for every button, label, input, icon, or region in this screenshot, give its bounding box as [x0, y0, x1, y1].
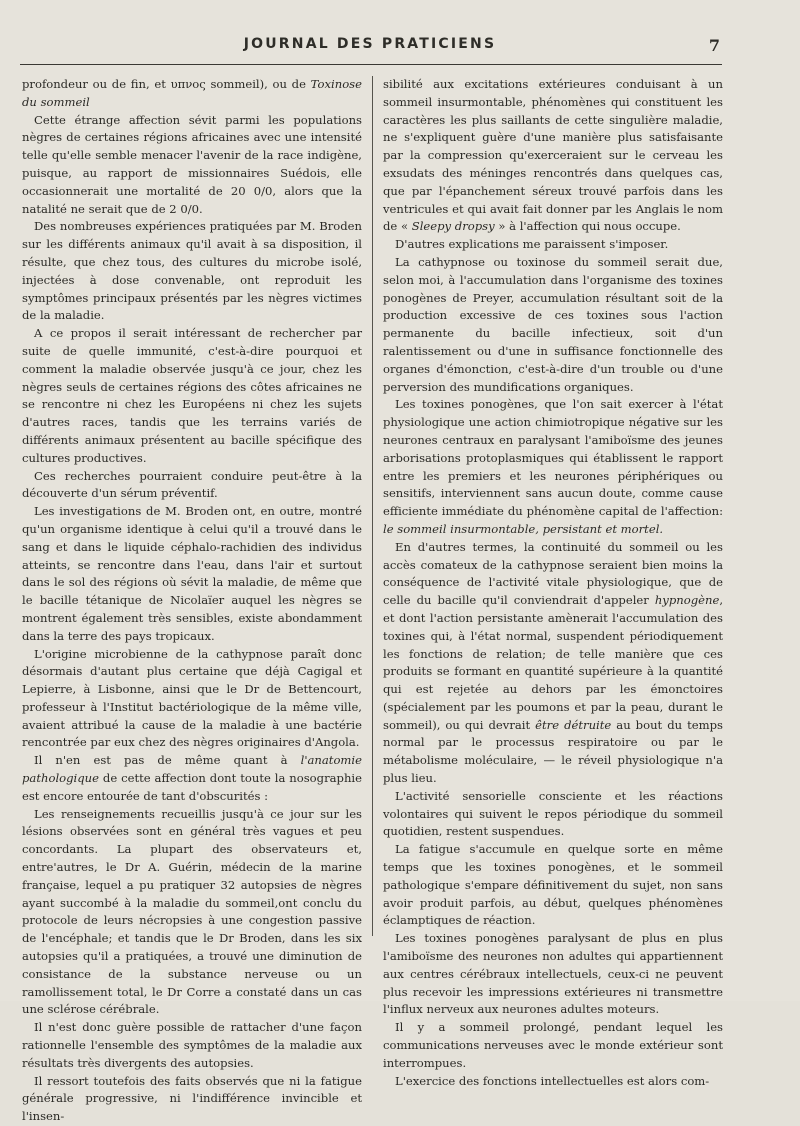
paragraph: profondeur ou de fin, et υπνος sommeil), ou de Toxinose du sommeil [22, 77, 362, 109]
paragraph: Il ressort toutefois des faits observés que ni la fatigue générale progressive, ni l'indifférence invincible et l'insen- [22, 1073, 362, 1124]
paragraph: La cathypnose ou toxinose du sommeil serait due, selon moi, à l'accumulation dans l'organisme des toxines ponogènes de Preyer, accumulation résultant soit de la production excessive de ces toxines sous l'action permanente du bacille infectieux, soit d'un ralentissement ou d'une in suffisance fonctionnelle des organes d'émonction, c'est-à-dire d'un trouble ou d'une perversion des mundifications organiques. [383, 254, 723, 394]
page-number: 7 [708, 36, 720, 55]
paragraph: D'autres explications me paraissent s'imposer. [395, 237, 669, 252]
paragraph: Les toxines ponogènes paralysant de plus en plus l'amiboïsme des neurones non adultes qui appartiennent aux centres cérébraux intellectuels, ceux-ci ne peuvent plus recevoir les impressions extérieures ni transmettre l'influx nerveux aux neurones adultes moteurs. [383, 931, 723, 1017]
paragraph: En d'autres termes, la continuité du sommeil ou les accès comateux de la cathypnose seraient bien moins la conséquence de l'activité vitale physiologique, que de celle du bacille qu'il conviendrait d'appeler hypnogène, et dont l'action persistante amènerait l'accumulation des toxines qui, à l'état normal, suspendent périodiquement les fonctions de relation; de telle manière que ces produits se formant en quantité supérieure à la quantité qui est rejetée au dehors par les émonctoires (spécialement par les poumons et par la peau, durant le sommeil), ou qui devrait être détruite au bout du temps normal par le processus respiratoire ou par le métabolisme moléculaire, — le réveil physiologique n'a plus lieu. [383, 539, 724, 786]
column-divider [372, 76, 373, 936]
paragraph: Cette étrange affection sévit parmi les populations nègres de certaines régions africaines avec une intensité telle qu'elle semble menacer l'avenir de la race indigène, puisque, au rapport de missionnaires Suédois, elle occasionnerait une mortalité de 20 0/0, alors que la natalité ne serait que de 2 0/0. [22, 112, 362, 216]
paragraph: Il n'est donc guère possible de rattacher d'une façon rationnelle l'ensemble des symptômes de la maladie aux résultats très divergents des autopsies. [22, 1020, 362, 1070]
journal-title: JOURNAL DES PRATICIENS [243, 36, 497, 52]
header-rule [20, 64, 722, 65]
paragraph: sibilité aux excitations extérieures conduisant à un sommeil insurmontable, phénomènes qui constituent les caractères les plus saillants de cette singulière maladie, ne s'expliquent guère d'une manière plus satisfaisante par la compression qu'exerceraient sur le cerveau les exsudats des méninges rencontrés dans quelques cas, que par l'épanchement séreux trouvé parfois dans les ventricules et qui avait fait donner par les Anglais le nom de « Sleepy dropsy » à l'affection qui nous occupe. [383, 77, 723, 234]
paragraph: Les investigations de M. Broden ont, en outre, montré qu'un organisme identique à celui qu'il a trouvé dans le sang et dans le liquide céphalo-rachidien des individus atteints, se rencontre dans l'eau, dans l'air et surtout dans le sol des régions où sévit la maladie, de même que le bacille tétanique de Nicolaïer auquel les nègres se montrent également très sensibles, existe abondamment dans la terre des pays tropicaux. [22, 504, 362, 643]
paragraph: L'origine microbienne de la cathypnose paraît donc désormais d'autant plus certaine que déjà Cagigal et Lepierre, à Lisbonne, ainsi que le Dr de Bettencourt, professeur à l'Institut bactériologique de la même ville, avaient attribué la cause de la maladie à une bactérie rencontrée par eux chez des nègres originaires d'Angola. [22, 646, 362, 750]
paragraph: Des nombreuses expériences pratiquées par M. Broden sur les différents animaux qu'il avait à sa disposition, il résulte, que chez tous, des cultures du microbe isolé, injectées à dose convenable, ont reproduit les symptômes principaux présentés par les nègres victimes de la maladie. [22, 219, 362, 323]
paragraph: Il n'en est pas de même quant à l'anatomie pathologique de cette affection dont toute la nosographie est encore entourée de tant d'obscurités : [22, 753, 362, 803]
left-column [22, 76, 362, 1126]
paragraph: Les renseignements recueillis jusqu'à ce jour sur les lésions observées sont en général très vagues et peu concordants. La plupart des observateurs et, entre'autres, le Dr A. Guérin, médecin de la marine française, lequel a pu pratiquer 32 autopsies de nègres ayant succombé à la maladie du sommeil,ont conclu du protocole de leurs nécropsies à une congestion passive de l'encéphale; et tandis que le Dr Broden, dans les six autopsies qu'il a pratiquées, a trouvé une diminution de consistance de la substance nerveuse ou un ramollissement total, le Dr Corre a constaté dans un cas une sclérose cérébrale. [22, 806, 362, 1017]
paragraph: La fatigue s'accumule en quelque sorte en même temps que les toxines ponogènes, et le sommeil pathologique s'empare définitivement du sujet, non sans avoir produit parfois, au début, quelques phénomènes éclamptiques de réaction. [383, 842, 723, 928]
paragraph: Il y a sommeil prolongé, pendant lequel les communications nerveuses avec le monde extérieur sont interrompues. [383, 1020, 723, 1070]
paragraph: Ces recherches pourraient conduire peut-être à la découverte d'un sérum préventif. [22, 468, 362, 501]
running-head [20, 36, 720, 60]
right-column [383, 76, 723, 1090]
paragraph: A ce propos il serait intéressant de rechercher par suite de quelle immunité, c'est-à-dire pourquoi et comment la maladie observée jusqu'à ce jour, chez les nègres seuls de certaines régions des côtes africaines ne se rencontre ni chez les Européens ni chez les sujets d'autres races, tandis que les terrains variés de différents animaux présentent au bacille spécifique des cultures productives. [22, 326, 362, 465]
paragraph: Les toxines ponogènes, que l'on sait exercer à l'état physiologique une action chimiotropique négative sur les neurones centraux en paralysant l'amiboïsme des jeunes arborisations protoplasmiques qui établissent le rapport entre les premiers et les neurones périphériques ou sensitifs, interviennent sans aucun doute, comme cause efficiente immédiate du phénomène capital de l'affection: le sommeil insurmontable, persistant et mortel. [383, 397, 723, 536]
paragraph: L'activité sensorielle consciente et les réactions volontaires qui suivent le repos périodique du sommeil quotidien, restent suspendues. [383, 788, 723, 839]
paragraph: L'exercice des fonctions intellectuelles est alors com- [395, 1073, 710, 1088]
